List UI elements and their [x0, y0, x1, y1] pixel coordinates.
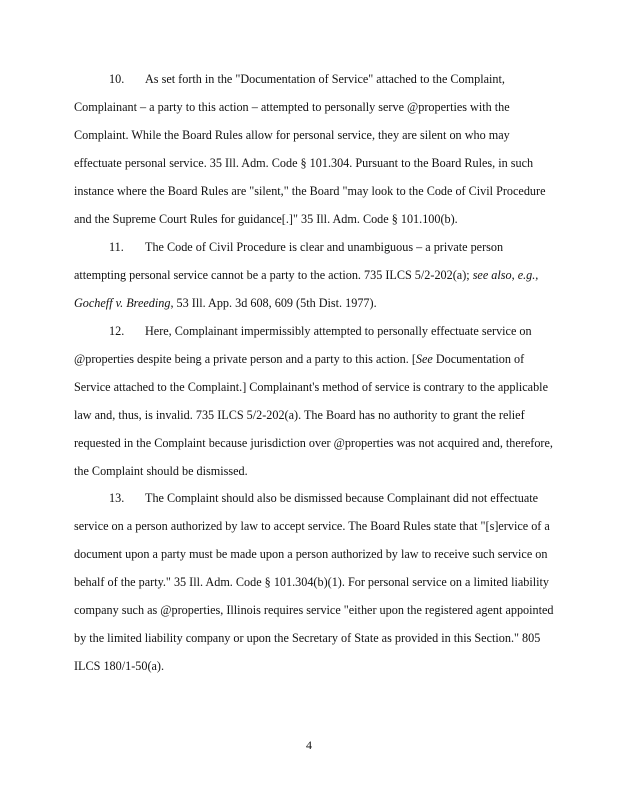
paragraph-13-line-5 [74, 602, 554, 618]
paragraph-11-line-1 [109, 239, 503, 255]
page-number: 4 [306, 738, 312, 752]
paragraph-number: 10. [109, 72, 125, 86]
text-run: service on a person authorized by law to accept service. The Board Rules state that "[s]ervice of a [74, 519, 550, 533]
paragraph-10-line-6 [74, 211, 458, 227]
paragraph-13-line-2 [74, 518, 550, 534]
paragraph-10-line-5 [74, 183, 546, 199]
case-name: Gocheff v. Breeding [74, 296, 171, 310]
text-run: The Code of Civil Procedure is clear and unambiguous – a private person [145, 240, 504, 254]
italic-signal: see also, e.g., [472, 268, 539, 282]
paragraph-number: 13. [109, 491, 125, 505]
text-run: ILCS 180/1-50(a). [74, 659, 165, 673]
paragraph-10-line-1 [109, 71, 505, 87]
paragraph-12-line-3 [74, 379, 548, 395]
text-run: company such as @properties, Illinois requires service "either upon the registered agent appointed [74, 603, 554, 617]
paragraph-10-line-2 [74, 99, 510, 115]
text-run: @properties despite being a private person and a party to this action. [ [74, 352, 416, 366]
text-run: and the Supreme Court Rules for guidance[.]" 35 Ill. Adm. Code § 101.100(b). [74, 212, 458, 226]
paragraph-11-line-3 [74, 295, 377, 311]
text-run: behalf of the party." 35 Ill. Adm. Code § 101.304(b)(1). For personal service on a limited liability [74, 575, 549, 589]
paragraph-12-line-4 [74, 407, 525, 423]
text-run: effectuate personal service. 35 Ill. Adm. Code § 101.304. Pursuant to the Board Rules, in such [74, 156, 534, 170]
text-run: attempting personal service cannot be a party to the action. 735 ILCS 5/2-202(a); [74, 268, 473, 282]
text-run: document upon a party must be made upon a person authorized by law to receive such service on [74, 547, 548, 561]
paragraph-10-line-4 [74, 155, 533, 171]
text-run: Documentation of [432, 352, 525, 366]
text-run: Here, Complainant impermissibly attempted to personally effectuate service on [145, 324, 532, 338]
paragraph-12-line-6 [74, 463, 248, 479]
paragraph-13-line-1 [109, 490, 538, 506]
paragraph-number: 12. [109, 324, 125, 338]
text-run: The Complaint should also be dismissed because Complainant did not effectuate [145, 491, 539, 505]
text-run: Complainant – a party to this action – attempted to personally serve @properties with the [74, 100, 510, 114]
text-run: by the limited liability company or upon the Secretary of State as provided in this Section." 805 [74, 631, 541, 645]
text-run: the Complaint should be dismissed. [74, 464, 248, 478]
paragraph-13-line-6 [74, 630, 540, 646]
text-run: , 53 Ill. App. 3d 608, 609 (5th Dist. 1977). [170, 296, 377, 310]
paragraph-12-line-5 [74, 435, 553, 451]
paragraph-13-line-4 [74, 574, 549, 590]
text-run: instance where the Board Rules are "silent," the Board "may look to the Code of Civil Procedure [74, 184, 546, 198]
paragraph-13-line-3 [74, 546, 547, 562]
paragraph-12-line-1 [109, 323, 532, 339]
paragraph-number: 11. [109, 240, 124, 254]
text-run: law and, thus, is invalid. 735 ILCS 5/2-202(a). The Board has no authority to grant the relief [74, 408, 525, 422]
text-run: Complaint. While the Board Rules allow for personal service, they are silent on who may [74, 128, 510, 142]
text-run: As set forth in the "Documentation of Service" attached to the Complaint, [145, 72, 505, 86]
text-run: requested in the Complaint because jurisdiction over @properties was not acquired and, therefore, [74, 436, 553, 450]
text-run: Service attached to the Complaint.] Complainant's method of service is contrary to the applicable [74, 380, 548, 394]
paragraph-13-line-7 [74, 658, 164, 674]
italic-signal: See [415, 352, 433, 366]
paragraph-11-line-2 [74, 267, 538, 283]
paragraph-12-line-2 [74, 351, 524, 367]
paragraph-10-line-3 [74, 127, 510, 143]
